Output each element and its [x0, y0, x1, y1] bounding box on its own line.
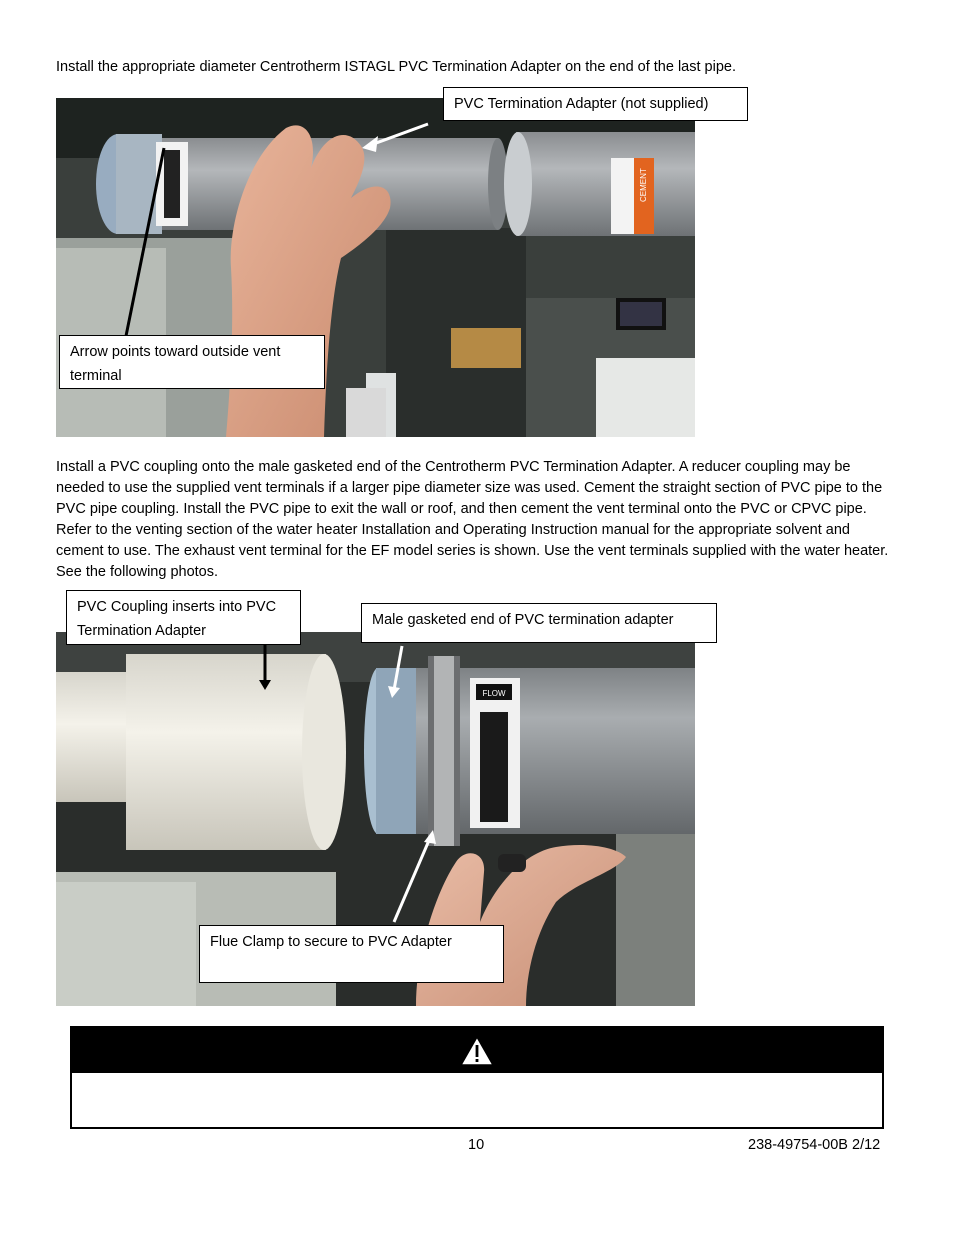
- warning-box: [70, 1026, 884, 1129]
- flow-label: FLOW: [482, 689, 506, 698]
- callout-termination-adapter: PVC Termination Adapter (not supplied): [443, 87, 748, 121]
- document-id: 238-49754-00B 2/12: [748, 1137, 881, 1153]
- page-number: 10: [468, 1137, 485, 1153]
- body-paragraph: Install a PVC coupling onto the male gasketed end of the Centrotherm PVC Termination Adapter. A reducer coupling may be needed to use the supplied vent terminals if a larger pipe diameter size was used. Cement the straight section of PVC pipe to the PVC pipe coupling. Install the PVC pipe to exit the wall or roof, and then cement the vent terminal onto the PVC or CPVC pipe. Refer to the venting section of the water heater Installation and Operating Instruction manual for the appropriate solvent and cement to use. The exhaust vent terminal for the EF model series is shown. Use the vent terminals supplied with the water heater. See the following photos.: [56, 459, 889, 580]
- warning-triangle-icon: [459, 1035, 495, 1067]
- warning-header: [72, 1028, 882, 1073]
- callout-pvc-coupling: PVC Coupling inserts into PVC Termination Adapter: [66, 590, 301, 645]
- cement-label: CEMENT: [639, 168, 648, 202]
- callout-arrow-direction: Arrow points toward outside vent terminal: [59, 335, 325, 389]
- callout-flue-clamp: Flue Clamp to secure to PVC Adapter: [199, 925, 504, 983]
- intro-text: Install the appropriate diameter Centrotherm ISTAGL PVC Termination Adapter on the end of the last pipe.: [56, 59, 736, 75]
- callout-male-gasketed-end: Male gasketed end of PVC termination adapter: [361, 603, 717, 643]
- warning-text: [72, 1073, 882, 1093]
